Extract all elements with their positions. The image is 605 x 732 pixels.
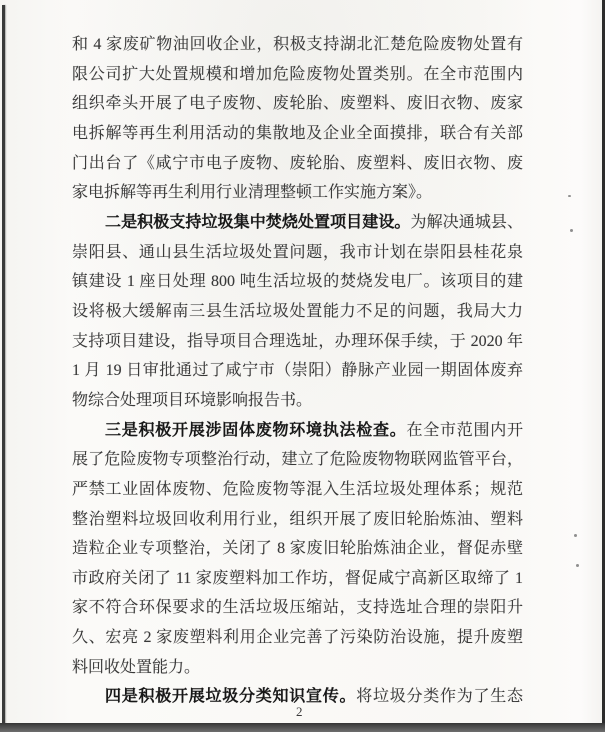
text-line [72,119,523,149]
text-line [72,623,523,653]
line-text: 整治塑料垃圾回收利用行业，组织开展了废旧轮胎炼油、塑料 [72,510,523,528]
line-text: 家电拆解等再生利用行业清理整顿工作实施方案》。 [72,184,433,202]
line-text: 限公司扩大处置规模和增加危险废物处置类别。在全市范围内 [72,65,523,83]
scan-speck [568,195,571,197]
text-line [72,327,523,357]
text-line [72,208,523,238]
line-text: 将垃圾分类作为了生态 [356,688,523,706]
text-line [72,30,523,60]
text-line [72,149,523,179]
line-text: 物综合处理项目环境影响报告书。 [72,391,313,409]
paragraph-lead-bold: 四是积极开展垃圾分类知识宣传。 [105,688,357,706]
line-text: 电拆解等再生利用活动的集散地及企业全面摸排，联合有关部 [72,124,523,142]
line-text: 组织牵头开展了电子废物、废轮胎、废塑料、废旧衣物、废家 [72,95,523,113]
paragraph-lead-bold: 三是积极开展涉固体废物环境执法检查。 [105,421,407,439]
text-line [72,445,523,475]
text-line [72,178,523,208]
line-text: 造粒企业专项整治，关闭了 8 家废旧轮胎炼油企业，督促赤壁 [72,540,523,558]
text-line [72,593,523,623]
scan-speck [576,564,579,567]
line-text: 展了危险废物专项整治行动，建立了危险废物物联网监管平台， [72,451,523,469]
text-line [72,267,523,297]
line-text: 设将极大缓解南三县生活垃圾处置能力不足的问题，我局大力 [72,302,523,320]
scan-bottom-band [0,723,605,732]
text-line [72,505,523,535]
text-line [72,416,523,446]
line-text: 市政府关闭了 11 家废塑料加工作坊，督促咸宁高新区取缔了 1 [72,569,523,587]
text-line [72,386,523,416]
line-text: 支持项目建设，指导项目合理选址，办理环保手续，于 2020 年 [72,332,523,350]
text-line [72,534,523,564]
line-text: 门出台了《咸宁市电子废物、废轮胎、废塑料、废旧衣物、废 [72,154,523,172]
line-text: 久、宏亮 2 家废塑料利用企业完善了污染防治设施，提升废塑 [72,629,523,647]
line-text: 1 月 19 日审批通过了咸宁市（崇阳）静脉产业园一期固体废弃 [72,362,523,380]
line-text: 料回收处置能力。 [72,658,201,676]
text-line [72,356,523,386]
text-line [72,89,523,119]
line-text: 严禁工业固体废物、危险废物等混入生活垃圾处理体系；规范 [72,480,523,498]
text-line [72,60,523,90]
text-line [72,653,523,683]
text-line [72,475,523,505]
document-body [72,30,523,712]
scan-speck [574,534,577,537]
paragraph-lead-bold: 二是积极支持垃圾集中焚烧处置项目建设。 [105,213,411,231]
scan-left-edge [2,5,5,732]
line-text: 家不符合环保要求的生活垃圾压缩站，支持选址合理的崇阳升 [72,599,523,617]
text-line [72,564,523,594]
text-line [72,238,523,268]
line-text: 和 4 家废矿物油回收企业，积极支持湖北汇楚危险废物处置有 [72,36,523,53]
scan-speck [570,229,573,232]
line-text: 在全市范围内开 [406,421,523,439]
line-text: 为解决通城县、 [410,213,523,231]
line-text: 镇建设 1 座日处理 800 吨生活垃圾的焚烧发电厂。该项目的建 [72,273,523,291]
line-text: 崇阳县、通山县生活垃圾处置问题，我市计划在崇阳县桂花泉 [72,243,523,261]
page-number: 2 [296,704,303,719]
text-line [72,297,523,327]
